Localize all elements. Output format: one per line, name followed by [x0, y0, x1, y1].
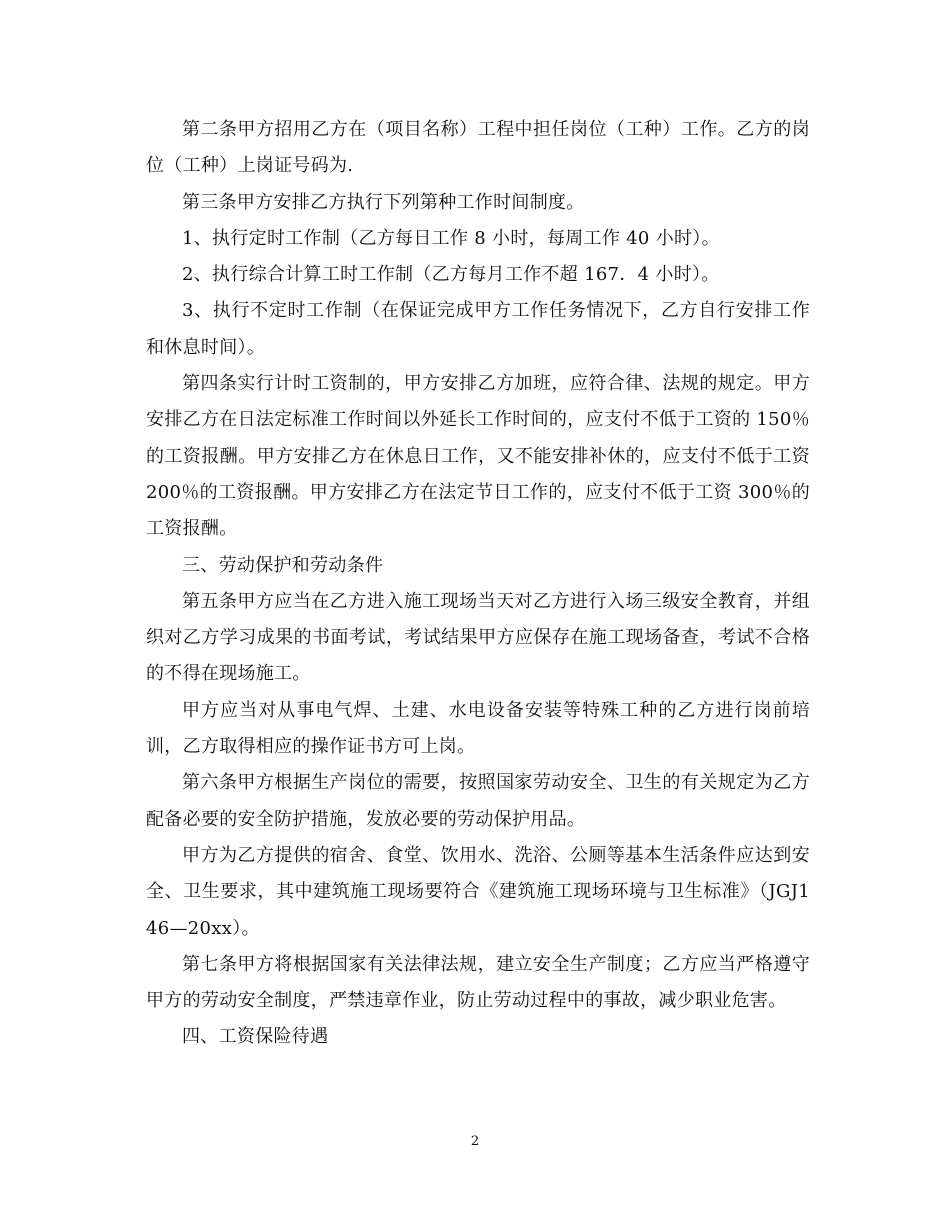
paragraph-article-3: 第三条甲方安排乙方执行下列第种工作时间制度。: [182, 191, 585, 213]
paragraph-article-6: 第六条甲方根据生产岗位的需要，按照国家劳动安全、卫生的有关规定为乙方配备必要的安全防护措施，发放必要的劳动保护用品。: [146, 772, 810, 830]
paragraph-article-5: 第五条甲方应当在乙方进入施工现场当天对乙方进行入场三级安全教育，并组织对乙方学习成果的书面考试，考试结果甲方应保存在施工现场备查，考试不合格的不得在现场施工。: [146, 590, 810, 685]
paragraph-living-conditions: 甲方为乙方提供的宿舍、食堂、饮用水、洗浴、公厕等基本生活条件应达到安全、卫生要求，其中建筑施工现场要符合《建筑施工现场环境与卫生标准》（JGJ146—20xx）。: [146, 844, 810, 939]
page-number: 2: [470, 1134, 480, 1149]
paragraph-article-4: 第四条实行计时工资制的，甲方安排乙方加班，应符合律、法规的规定。甲方安排乙方在日法定标准工作时间以外延长工作时间的，应支付不低于工资的 150％的工资报酬。甲方安排乙方在休息日工作，又不能安排补休的，应支付不低于工资 200％的工资报酬。甲方安排乙方在法定节日工作的，应支付不低于工资 300％的工资报酬。: [146, 373, 810, 540]
document-body: [146, 112, 810, 1056]
section-heading-labor-protection: 三、劳动保护和劳动条件: [182, 554, 384, 576]
paragraph-comprehensive-hours: 2、执行综合计算工时工作制（乙方每月工作不超 167．4 小时）。: [182, 264, 720, 286]
section-heading-wages-insurance: 四、工资保险待遇: [182, 1026, 329, 1048]
paragraph-article-2: 第二条甲方招用乙方在（项目名称）工程中担任岗位（工种）工作。乙方的岗位（工种）上岗证号码为.: [146, 119, 810, 177]
paragraph-article-7: 第七条甲方将根据国家有关法律法规，建立安全生产制度；乙方应当严格遵守甲方的劳动安全制度，严禁违章作业，防止劳动过程中的事故，减少职业危害。: [146, 953, 810, 1012]
paragraph-fixed-hours: 1、执行定时工作制（乙方每日工作 8 小时，每周工作 40 小时）。: [182, 227, 720, 249]
paragraph-special-training: 甲方应当对从事电气焊、土建、水电设备安装等特殊工种的乙方进行岗前培训，乙方取得相应的操作证书方可上岗。: [146, 699, 810, 758]
paragraph-flexible-hours: 3、执行不定时工作制（在保证完成甲方工作任务情况下，乙方自行安排工作和休息时间）。: [146, 300, 810, 358]
